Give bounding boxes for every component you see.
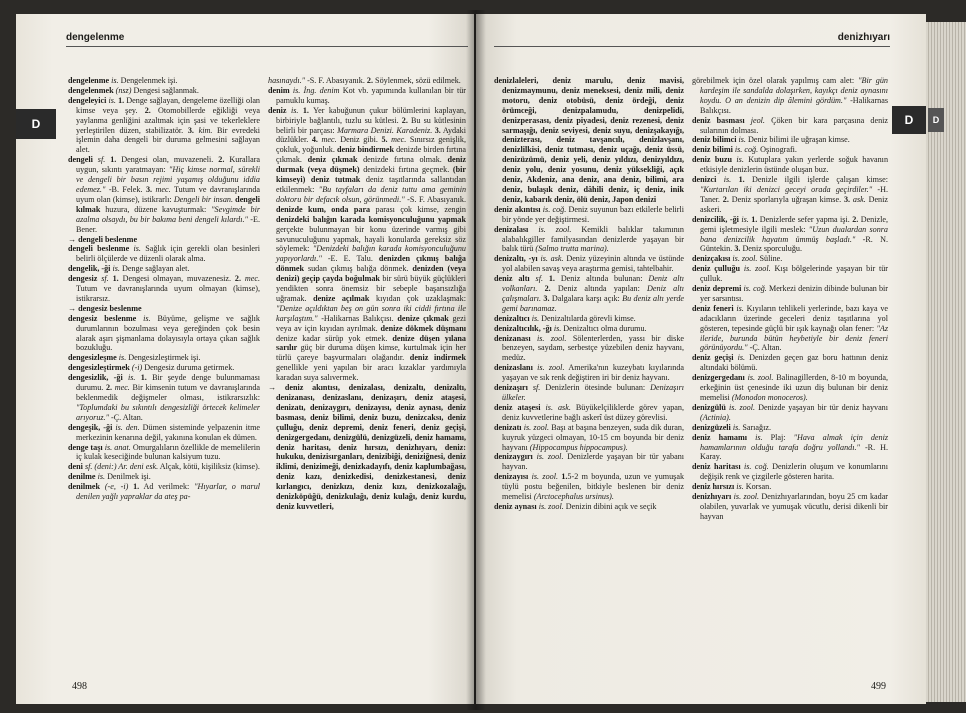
dictionary-entry: denge taşı is. anat. Omurgalıların özellikle de memelilerin iç kulak keseciğinde bulunan kalsiyum tuzu. bbox=[68, 442, 261, 462]
dictionary-entry: dengelenmek (nsz) Dengesi sağlanmak. bbox=[68, 85, 199, 95]
dictionary-entry: deniz hırsızı is. Korsan. bbox=[692, 482, 772, 492]
left-column-1 bbox=[68, 76, 260, 502]
left-page bbox=[16, 14, 474, 704]
left-page-number: 498 bbox=[72, 681, 87, 692]
dictionary-entry: dengesizlik, -ği is. 1. Bir şeyde denge bulunmaması durumu. 2. mec. Bir kimsenin tutum ve davranışlarında beklenmedik değişmeler olması, istikrarsızlık: "Toplumdaki bu sıkıntılı dengesizliği örtecek kelimeler arıyoruz." -Ç. Altan. bbox=[68, 373, 261, 422]
dictionary-entry: denizgülü is. zool. Denizde yaşayan bir tür deniz hayvanı (Actinia). bbox=[692, 402, 888, 422]
dictionary-entry: denizatı is. zool. Başı at başına benzeyen, sudа dik duran, kuyruk yüzgeci olmayan, 10-15 cm boyunda bir deniz hayvanı (Hippocampus hippocampus). bbox=[494, 422, 685, 452]
book-gutter bbox=[466, 10, 486, 710]
dictionary-entry: denizgergedanı is. zool. Balinagillerden, 8-10 m boyunda, erkeğinin üst çenesinde iki uzun diş bulunan bir deniz memelisi (Monodon monoceros). bbox=[692, 373, 888, 402]
dictionary-entry: denizaşırı sf. Denizlerin ötesinde bulunan: Denizaşırı ülkeler. bbox=[494, 383, 684, 402]
dictionary-entry: deniz hamamı is. Plaj: "Hava almak için deniz hamamlarının olduğu tarafa doğru yollandı." -R. H. Karay. bbox=[692, 432, 889, 462]
dictionary-entry: dengesizleştirmek (-i) Dengesiz duruma getirmek. bbox=[68, 363, 235, 373]
right-column-2 bbox=[692, 76, 888, 522]
dictionary-entry: dengelik, -ği is. Denge sağlayan alet. bbox=[68, 264, 190, 274]
dictionary-entry: deniz akıntısı is. coğ. Deniz suyunun bazı etkilerle belirli bir yönde yer değiştirmesi. bbox=[494, 204, 685, 224]
dictionary-entry: deniz geçişi is. Denizden geçen gaz boru hattının deniz altındaki bölümü. bbox=[692, 353, 888, 373]
dictionary-entry: denizlaleleri, deniz marulu, deniz mavisi, denizmaymunu, deniz meneksesi, deniz mili, deniz motoru, deniz otobüsü, deniz ördeği, deniz örümceği, denizpalamudu, denizpelidi, denizperasası, deniz piyadesi, deniz rezenesi, deniz sarmaşığı, deniz seviyesi, deniz suyu, denizşakayığı, denizterası, deniz tavşancılı, denizlavşanı, denizlilkisi, deniz tutması, deniz uçağı, deniz üssü, denizüzümü, deniz yeli, deniz yıldızı, denizyıldızı, deniz yolu, deniz yosunu, deniz yüksekliği, açık deniz, Akdeniz, ana deniz, ana deniz, bilimi, ara deniz, bulaşık deniz, dâhili deniz, iç deniz, inik deniz, kabarık deniz, ölü deniz, Japon denizi bbox=[494, 76, 684, 204]
dictionary-entry: denizaltı, -yı is. ask. Deniz yüzeyinin altında ve üstünde yol alabilen savaş veya araştırma gemisi, tahtelbahir. bbox=[494, 254, 684, 274]
dictionary-entry: denizalası is. zool. Kemikli balıklar takımının alabalıkgiller familyasından denizlerde yaşayan bir balık türü (Salmo trutta marina). bbox=[494, 224, 684, 254]
dictionary-entry: denizgüzeli is. Sarıağız. bbox=[692, 422, 771, 432]
dictionary-entry: denizçakısı is. zool. Süline. bbox=[692, 254, 783, 264]
right-page-number: 499 bbox=[871, 681, 886, 692]
dictionary-entry: hasınaydı." -S. F. Abasıyanık. 2. Söylenmek, sözü edilmek. bbox=[268, 76, 461, 85]
dictionary-entry: deniz aynası is. zool. Denizin dibini açık ve seçik bbox=[494, 501, 657, 511]
dictionary-entry: deniz bilimci is. Deniz bilimi ile uğraşan kimse. bbox=[692, 135, 850, 145]
dictionary-entry: denizhıyarı is. zool. Denizhıyarlarından, boyu 25 cm kadar olabilen, yuvarlak ve yumuşak vücutlu, derisi dikenli bir hayvan bbox=[692, 492, 889, 521]
right-header-rule bbox=[494, 46, 890, 47]
right-thumb-index-tab: D bbox=[892, 106, 926, 134]
dictionary-entry: deniz çulluğu is. zool. Kışı bölgelerinde yaşayan bir tür çulluk. bbox=[692, 264, 889, 284]
dictionary-entry: dengeleyici is. 1. Denge sağlayan, dengeleme özelliği olan kimse veya şey. 2. Otomobillerde eğikliği veya yaylanma genliğini azaltmak için şasi ve tekerleklere yerleştirilen düzen, stabilizatör. 3. kim. Bir evredeki işlemin daha dengeli bir duruma gelmesini sağlayan alet. bbox=[68, 95, 261, 155]
dictionary-entry: deniz feneri is. Kıyıların tehlikeli yerlerinde, bazı kaya ve adacıkların üzerinde geceleri deniz taşıtlarına yol gösteren, tepesinde güçlü bir ışık kaynağı olan fener: "Az ileride, burunda bütün heybetiyle bir deniz feneri görünüyordu." -Ç. Altan. bbox=[692, 303, 889, 353]
dictionary-entry: dengeli sf. 1. Dengesi olan, muvazeneli. 2. Kurallara uygun, sıkıntı yaratmayan: "Hiç kimse normal, sürekli ve dengeli bir basın rejimi yaşamış olduğunu iddia edemez." -B. Felek. 3. mec. Tutum ve davranışlarında uyum olan (kimse), istikrarlı: Dengeli bir insan. dengeli kılmak huzura, düzene kavuşturmak: "Sevgimde bir azalma olsaydı, bu bir bakıma beni dengeli kılardı." -E. Bener. bbox=[68, 155, 261, 234]
dictionary-entry: dengesiz beslenme is. Büyüme, gelişme ve sağlık durumlarının bozulması veya gereğinden çok besin alarak aşırı şişmanlama dolayısıyla ortaya çıkan sağlık bozukluğu. bbox=[68, 313, 260, 353]
dictionary-entry: denizaslanı is. zool. Amerika'nın kuzeybatı kıyılarında yaşayan ve sık renk değiştiren iri bir deniz hayvanı. bbox=[494, 363, 685, 383]
left-page-header: dengelenme bbox=[66, 32, 125, 43]
dictionary-entry: denizaltıcılık, -ğı is. Denizaltıcı olma durumu. bbox=[494, 323, 647, 333]
dictionary-entry: dengeli beslenme is. Sağlık için gerekli olan besinleri belirli ölçülerde ve düzenli olarak alma. bbox=[68, 244, 260, 264]
dictionary-entry: → deniz akıntısı, denizalası, denizaltı, denizaltı, denizanası, denizaslanı, denizaşırı, deniz ataşesi, denizatı, denizaygırı, denizayısı, deniz aynası, deniz basması, deniz bilimi, deniz buzu, denizcaksı, deniz çulluğu, deniz depremi, deniz feneri, deniz geçişi, denizgergedanı, denizgülü, denizgüzeli, deniz hamamı, deniz haritası, deniz hırsızı, denizhıyarı, deniz: hukuku, denizisırganları, denizibiği, deniziğnesi, deniz iklimi, denizimeği, denizkadayıfı, deniz kaplumbağası, deniz kazı, denizkedisi, denizkestanesi, deniz kırlangıcı, denizkızı, deniz kızı, denizkozalağı, denizköpüğü, denizkulağı, deniz kulağı, deniz kurdu, deniz kuvvetleri, bbox=[268, 383, 466, 511]
dictionary-entry: denizaltıcı is. Denizaltılarda görevli kimse. bbox=[494, 313, 636, 323]
left-column-2 bbox=[268, 76, 466, 512]
dictionary-entry: dengesiz sf. 1. Dengesi olmayan, muvazenesiz. 2. mec. Tutum ve davranışlarında uyum olmayan (kimse), istikrarsız. bbox=[68, 274, 261, 303]
dictionary-entry: görebilmek için özel olarak yapılmış cam alet: "Bir gün kardeşim ile sandalda dolaşırken, kayıkçı deniz aynasını koydu. O an denizin dip âlemini gördüm." -Halikarnas Balıkçısı. bbox=[692, 76, 888, 115]
dictionary-entry: denim is. İng. denim Kot vb. yapımında kullanılan bir tür pamuklu kumaş. bbox=[268, 85, 466, 105]
dictionary-entry: denizcilik, -ği is. 1. Denizlerde sefer yapma işi. 2. Denizle, gemi işletmesiyle ilgili meslek: "Uzun dualardan sonra bana denizcilik hayatım ümmüş başladı." -R. N. Güntekin. 3. Deniz sporculuğu. bbox=[692, 214, 888, 254]
dictionary-entry: denilmek (-e, -i) 1. Ad verilmek: "Hıyarlar, o marul denilen yağlı yapraklar da ateş pa- bbox=[68, 482, 261, 502]
dictionary-entry: → dengesiz beslenme bbox=[68, 303, 142, 313]
dictionary-entry: denizaygırı is. zool. Denizlerde yaşayan bir tür yabanı hayvan. bbox=[494, 452, 685, 472]
right-page-header: denizhıyarı bbox=[837, 32, 890, 43]
edge-thumb-tab: D bbox=[928, 108, 944, 132]
dictionary-entry: deni sf. (deni:) Ar. deni esk. Alçak, kötü, kişiliksiz (kimse). bbox=[68, 462, 260, 472]
dictionary-entry: denizci is. 1. Denizle ilgili işlerde çalışan kimse: "Kurtarılan iki denizci geceyi orada geçirdiler." -H. Taner. 2. Deniz sporlarıyla uğraşan kimse. 3. ask. Deniz askeri. bbox=[692, 175, 889, 214]
dictionary-entry: deniz bilimi is. coğ. Oşinografi. bbox=[692, 145, 797, 155]
dictionary-entry: denizanası is. zool. Sölenterlerden, yassı bir diske benzeyen, saydam, serbestçe yüzebilen deniz hayvanı, medüz. bbox=[494, 333, 685, 363]
right-page bbox=[476, 14, 926, 704]
dictionary-entry: deniz basması jeol. Çöken bir kara parçasına deniz sularının dolması. bbox=[692, 115, 888, 135]
dictionary-entry: → dengeli beslenme bbox=[68, 234, 138, 244]
dictionary-entry: deniz depremi is. coğ. Merkezi denizin dibinde bulunan bir yer sarsıntısı. bbox=[692, 284, 889, 303]
dictionary-entry: dengeşik, -ği is. den. Dümen sisteminde yelpazenin itme merkezinin kenarına değil, yakınına konulan ek dümen. bbox=[68, 422, 261, 442]
dictionary-entry: deniz haritası is. coğ. Denizlerin oluşum ve konumlarını değişik renk ve çizgilerle gösteren harita. bbox=[692, 462, 889, 482]
dictionary-entry: dengesizleşme is. Dengesizleştirmek işi. bbox=[68, 353, 201, 363]
left-thumb-index-tab: D bbox=[16, 109, 56, 139]
dictionary-entry: deniz ataşesi is. ask. Büyükelçiliklerde görev yapan, deniz kuvvetlerine bağlı askerî üst düzey görevlisi. bbox=[494, 402, 684, 422]
dictionary-entry: denizayısı is. zool. 1.5-2 m boyunda, uzun ve yumuşak tüylü postu beğenilen, bitkiyle beslenen bir deniz memelisi (Arctocephalus ursinus). bbox=[494, 472, 685, 502]
dictionary-entry: deniz is. 1. Yer kabuğunun çukur bölümlerini kaplayan, birbiriyle bağlantılı, tuzlu su kütlesi. 2. Bu su kütlesinin belirli bir parçası: Marmara Denizi. Karadeniz. 3. Aydaki düzlükler. 4. mec. Deniz gibi. 5. mec. Sınırsız genişlik, çokluk, yoğunluk. deniz bindirmek denizde birden fırtına çıkmak. deniz çıkmak denizde fırtına olmak. deniz durmak (veya düşmek) denizdeki fırtına geçmek. (bir kimseyi) deniz tutmak deniz taşıtlarında sallantıdan etkilenmek: "Bu tayfaları da deniz tuttu ama geminin doktoru bir defacık olsun, görünmedi." -S. F. Abasıyanık. denizde kum, onda para parası çok kimse, zengin denizdeki balığın karada komisyonculuğunu yapmak gerçekte bulunmayan bir konu üzerinde varmış gibi savunuculuğunu yapmak, hayali konularda gereksiz söz söylemek: "Denizdeki balığın karada komisyonculuğunu yapıyorlardı." -E. E. Talu. denizden çıkmış balığa dönmek sudan çıkmış balığa dönmek. denizden (veya denizi) geçip çayda boğulmak bir sürü büyük güçlükleri yendikten sonra önemsiz bir sebeple başarısızlığa uğramak. denize açılmak kıyıdan çok uzaklaşmak: "Denize açıldıktan beş on gün sonra iki ciddi fırtına ile karşılaştım." -Halikarnas Balıkçısı. denize çıkmak gezi veya av için kıyıdan ayrılmak. denize dökmek düşmanı denize kadar sürüp yok etmek. denize düşen yılana sarılır güç bir duruma düşen kimse, kurtulmak için her türlü çareye başvurmaları olağandır. deniz indirmek genellikle yeni yapılan bir aracı kızaklar yardımıyla karadan suya salıvermek. bbox=[268, 105, 467, 383]
page-edges bbox=[926, 22, 966, 702]
right-column-1 bbox=[494, 76, 684, 512]
dictionary-entry: dengelenme is. Dengelenmek işi. bbox=[68, 76, 178, 85]
dictionary-entry: denilme is. Denilmek işi. bbox=[68, 472, 151, 482]
left-header-rule bbox=[66, 46, 468, 47]
dictionary-entry: deniz altı sf. 1. Deniz altında bulunan: Deniz altı volkanları. 2. Deniz altında yapılan: Deniz altı çalışmaları. 3. Dalgalara karşı açık: Bu deniz altı yerde gemi barınamaz. bbox=[494, 274, 685, 313]
dictionary-entry: deniz buzu is. Kutuplara yakın yerlerde soğuk havanın etkisiyle denizlerin üstünde oluşan buz. bbox=[692, 155, 889, 175]
